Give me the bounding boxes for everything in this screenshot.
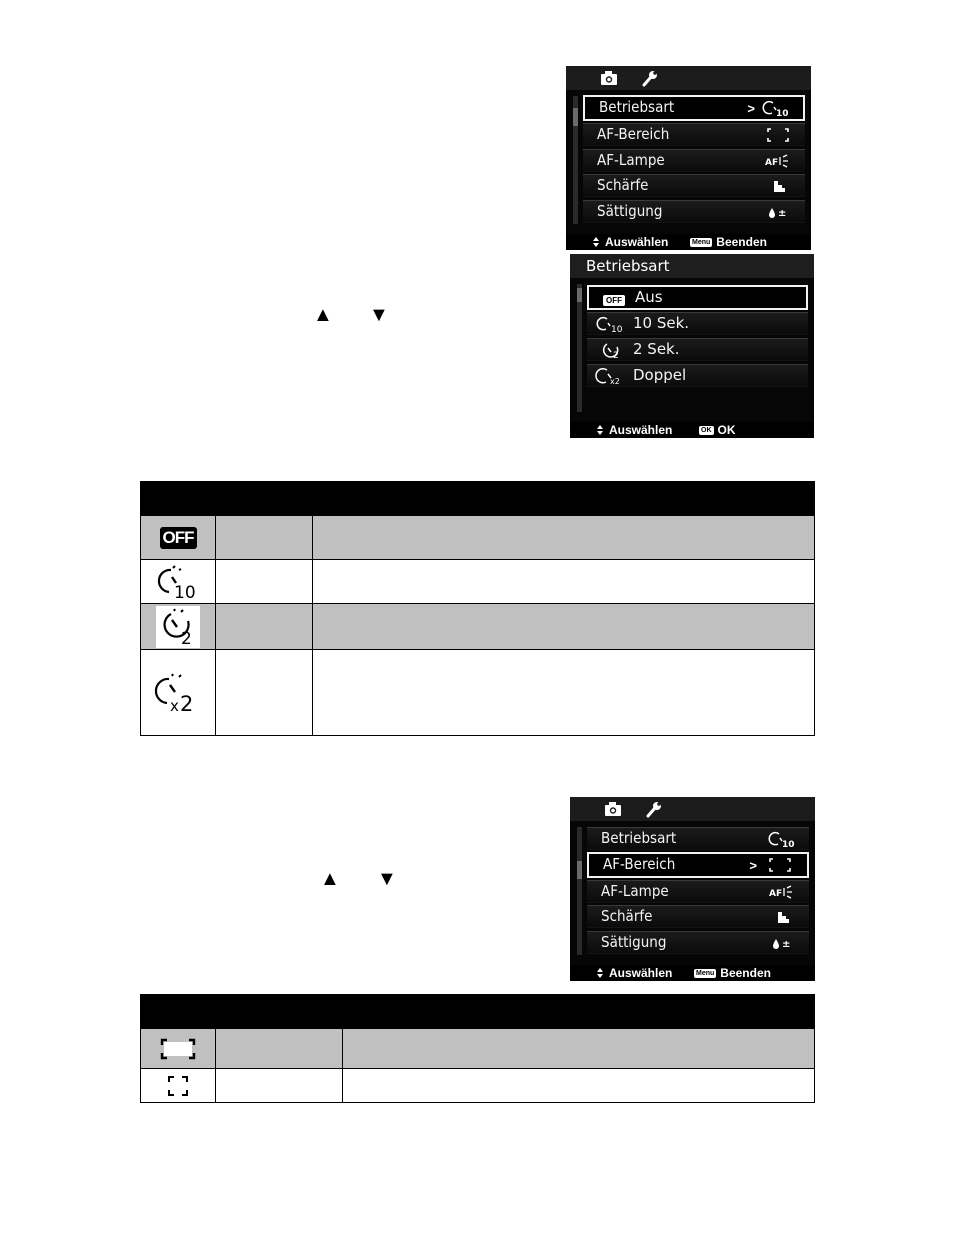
scrollbar-thumb[interactable]: [577, 861, 582, 879]
up-arrow-icon: ▲: [320, 868, 340, 890]
svg-text:10: 10: [174, 582, 196, 603]
menu-row-label: Sättigung: [597, 202, 663, 220]
menu-row-label: AF-Bereich: [597, 125, 670, 143]
scrollbar-thumb[interactable]: [577, 288, 582, 302]
camera-menu-screen-af: [570, 797, 815, 981]
down-arrow-icon: ▼: [377, 868, 397, 890]
svg-text:AF: AF: [765, 158, 779, 168]
option-double[interactable]: [587, 364, 808, 387]
af-wide-icon: [160, 1038, 196, 1060]
submenu-arrow-icon: >: [749, 857, 757, 873]
af-center-icon: [167, 1075, 189, 1097]
header-description-cell: [216, 482, 815, 516]
option-off[interactable]: [587, 285, 808, 310]
menu-tab-bar: [566, 66, 811, 90]
self-timer-2-icon: [160, 608, 196, 649]
menu-list: [570, 821, 815, 965]
menu-row-af-lamp[interactable]: [587, 880, 809, 903]
svg-text:x2: x2: [610, 377, 620, 386]
menu-row-saturation[interactable]: [583, 200, 805, 223]
svg-text:2: 2: [180, 691, 194, 716]
menu-row-label: Betriebsart: [599, 98, 675, 116]
menu-row-saturation[interactable]: [587, 931, 809, 954]
table-row: [141, 560, 815, 604]
svg-text:±: ±: [782, 939, 791, 950]
header-icon-cell: [141, 995, 216, 1029]
camera-tab-icon[interactable]: [603, 800, 623, 818]
hint-exit-label: Beenden: [716, 235, 767, 249]
saturation-icon: [767, 205, 789, 219]
menu-row-drive-mode[interactable]: [587, 827, 809, 850]
scrollbar[interactable]: [577, 827, 582, 955]
scrollbar[interactable]: [577, 284, 582, 412]
camera-menu-screen-drive: [566, 66, 811, 250]
svg-text:2: 2: [181, 628, 192, 649]
submenu-arrow-icon: >: [747, 100, 755, 116]
hint-select-label: Auswählen: [605, 235, 669, 249]
camera-submenu-drive-mode: [570, 254, 814, 438]
svg-text:10: 10: [776, 109, 789, 119]
scrollbar-thumb[interactable]: [573, 108, 578, 126]
submenu-title: Betriebsart: [570, 254, 814, 278]
menu-row-label: AF-Lampe: [601, 882, 669, 900]
setup-wrench-icon[interactable]: [640, 69, 660, 87]
header-description-cell: [216, 995, 815, 1029]
af-area-table: [140, 994, 815, 1103]
menu-tab-bar: [570, 797, 815, 821]
menu-row-sharpness[interactable]: [583, 174, 805, 197]
menu-button-icon: Menu: [696, 969, 715, 977]
option-2-sec[interactable]: [587, 338, 808, 361]
hint-bar: [566, 234, 811, 250]
table-row: [141, 650, 815, 736]
table-row: [141, 516, 815, 560]
self-timer-10-icon: [767, 99, 787, 117]
hint-select-label: Auswählen: [609, 423, 673, 437]
menu-row-sharpness[interactable]: [587, 905, 809, 928]
af-area-icon: [767, 128, 789, 142]
up-down-select-icon: [595, 424, 605, 436]
self-timer-double-icon: [158, 673, 198, 716]
menu-row-label: AF-Bereich: [603, 855, 676, 873]
svg-text:2: 2: [613, 351, 619, 361]
menu-row-label: Schärfe: [597, 176, 649, 194]
menu-row-label: AF-Lampe: [597, 151, 665, 169]
off-icon: OFF: [603, 290, 625, 308]
menu-row-af-lamp[interactable]: [583, 149, 805, 172]
svg-text:10: 10: [782, 840, 795, 850]
self-timer-10-icon: [773, 830, 793, 848]
setup-wrench-icon[interactable]: [644, 800, 664, 818]
ok-button-icon: OK: [701, 426, 712, 434]
hint-select-label: Auswählen: [609, 966, 673, 980]
self-timer-2-icon: [601, 341, 623, 359]
up-arrow-icon: ▲: [313, 304, 333, 326]
af-lamp-icon: [769, 885, 793, 899]
self-timer-10-icon: [601, 315, 623, 333]
drive-mode-table: [140, 481, 815, 736]
hint-ok-label: OK: [717, 423, 736, 437]
up-down-select-icon: [591, 236, 601, 248]
menu-list: [566, 90, 811, 234]
menu-button-icon: Menu: [692, 238, 711, 246]
option-label: 2 Sek.: [633, 340, 680, 358]
menu-row-label: Betriebsart: [601, 829, 677, 847]
menu-row-label: Sättigung: [601, 933, 667, 951]
svg-text:±: ±: [778, 208, 787, 219]
af-lamp-icon: [765, 154, 789, 168]
off-icon: OFF: [160, 527, 197, 549]
af-area-icon: [769, 858, 791, 872]
hint-bar: [570, 422, 814, 438]
option-10-sec[interactable]: [587, 312, 808, 335]
table-row: [141, 1029, 815, 1069]
menu-row-drive-mode[interactable]: [583, 95, 805, 121]
self-timer-double-icon: [601, 367, 623, 385]
option-list: [570, 278, 814, 422]
option-label: 10 Sek.: [633, 314, 690, 332]
sharpness-icon: [775, 910, 793, 924]
menu-row-af-area[interactable]: [583, 123, 805, 146]
option-label: Doppel: [633, 366, 687, 384]
option-label: Aus: [635, 288, 663, 306]
camera-tab-icon[interactable]: [599, 69, 619, 87]
hint-bar: [570, 965, 815, 981]
table-header: [141, 482, 815, 516]
hint-exit-label: Beenden: [720, 966, 771, 980]
menu-row-af-area[interactable]: [587, 852, 809, 878]
svg-text:10: 10: [611, 325, 623, 335]
saturation-icon: [771, 936, 793, 950]
svg-text:AF: AF: [769, 889, 783, 899]
up-down-select-icon: [595, 967, 605, 979]
header-icon-cell: [141, 482, 216, 516]
scrollbar[interactable]: [573, 96, 578, 224]
svg-text:x: x: [170, 696, 179, 715]
self-timer-10-icon: [159, 564, 197, 603]
table-header: [141, 995, 815, 1029]
down-arrow-icon: ▼: [369, 304, 389, 326]
menu-row-label: Schärfe: [601, 907, 653, 925]
table-row: [141, 1069, 815, 1103]
sharpness-icon: [771, 179, 789, 193]
table-row: [141, 604, 815, 650]
